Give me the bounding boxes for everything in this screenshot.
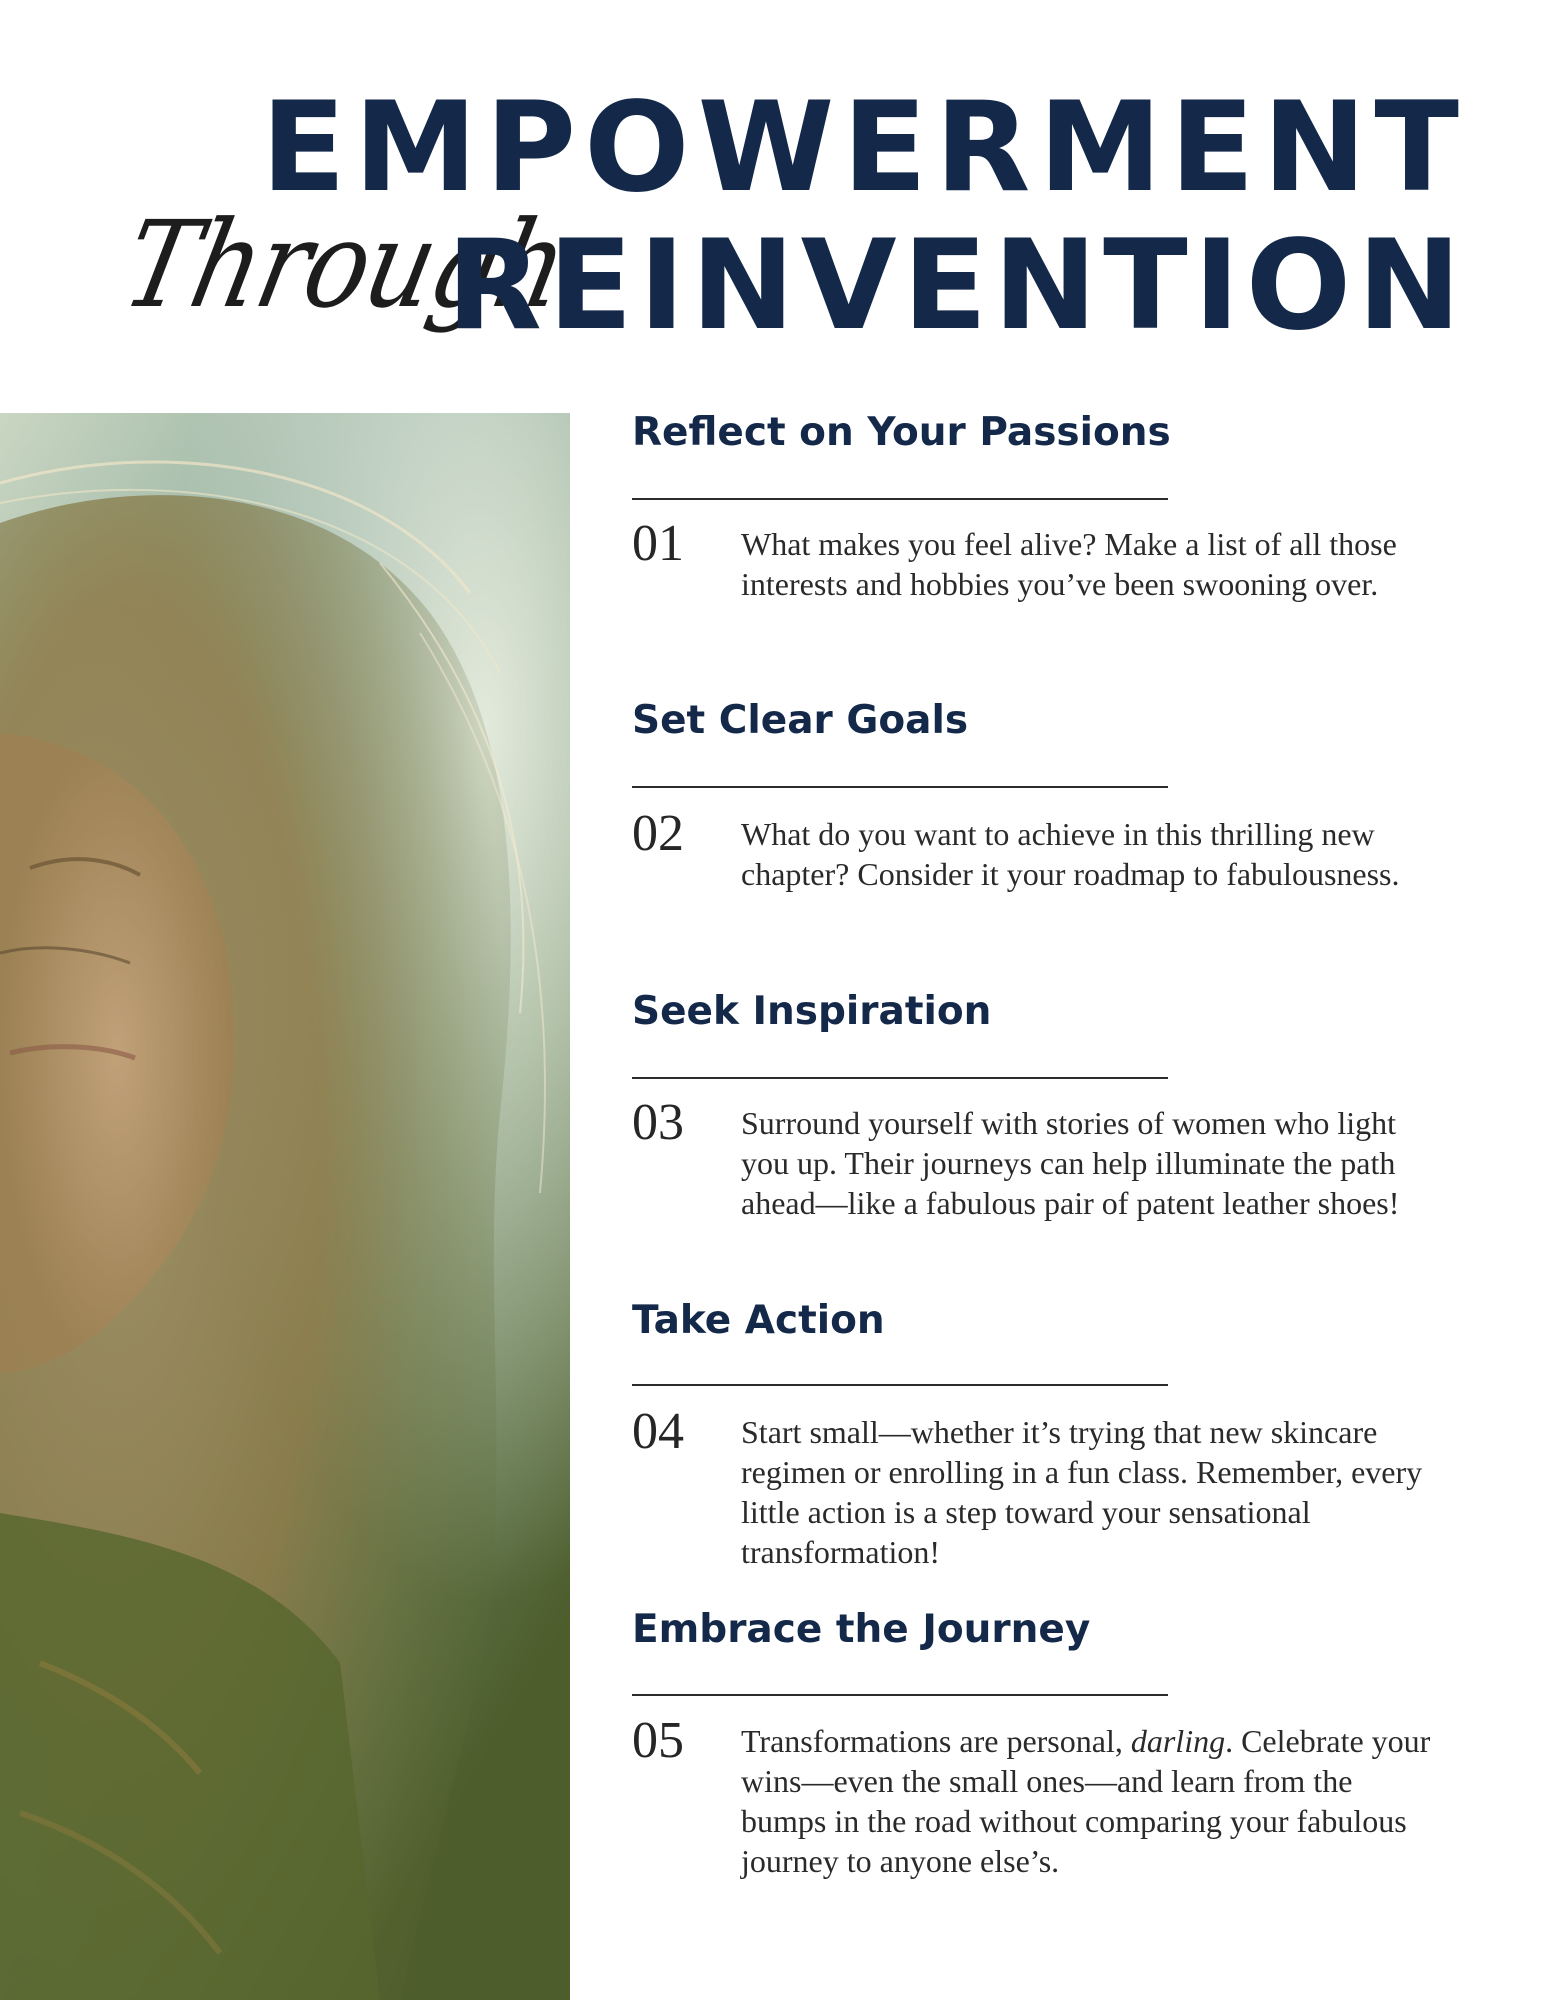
divider xyxy=(632,1384,1168,1386)
step-number: 02 xyxy=(632,805,684,862)
section-text-start: Transformations are personal, xyxy=(741,1723,1123,1759)
section-text-emphasis: darling xyxy=(1130,1723,1226,1759)
section-heading: Seek Inspiration xyxy=(632,989,992,1034)
divider xyxy=(632,498,1168,500)
section-text: Start small—whether it’s trying that new skincare regimen or enrolling in a fun class. Remember, every little action is a step toward your sensational transformation! xyxy=(741,1414,1423,1570)
divider xyxy=(632,1077,1168,1079)
divider xyxy=(632,1694,1168,1696)
section-text: What do you want to achieve in this thrilling new chapter? Consider it your roadmap to fabulousness. xyxy=(741,816,1400,892)
section-3 xyxy=(632,989,1492,1221)
section-text-end: . Celebrate your wins—even the small ones—and learn from the bumps in the road without comparing your fabulous journey to anyone else’s. xyxy=(741,1723,1431,1879)
section-heading: Reflect on Your Passions xyxy=(632,410,1171,455)
section-text xyxy=(741,1721,1441,1881)
title-script-through: Through xyxy=(112,194,578,335)
section-heading: Set Clear Goals xyxy=(632,698,969,743)
portrait-photo xyxy=(0,413,570,2000)
section-text: What makes you feel alive? Make a list of all those interests and hobbies you’ve been swooning over. xyxy=(741,526,1397,602)
section-4 xyxy=(632,1298,1492,1570)
title-empowerment: EMPOWERMENT xyxy=(261,76,1467,220)
section-5 xyxy=(632,1607,1492,1879)
section-1 xyxy=(632,410,1492,602)
divider xyxy=(632,786,1168,788)
section-2 xyxy=(632,698,1492,892)
section-heading: Embrace the Journey xyxy=(632,1607,1091,1652)
step-number: 03 xyxy=(632,1094,684,1151)
title-reinvention: REINVENTION xyxy=(446,214,1467,358)
step-number: 05 xyxy=(632,1712,684,1769)
step-number: 01 xyxy=(632,515,684,572)
step-number: 04 xyxy=(632,1403,684,1460)
section-heading: Take Action xyxy=(632,1298,885,1343)
section-text: Surround yourself with stories of women who light you up. Their journeys can help illuminate the path ahead—like a fabulous pair of patent leather shoes! xyxy=(741,1105,1400,1221)
